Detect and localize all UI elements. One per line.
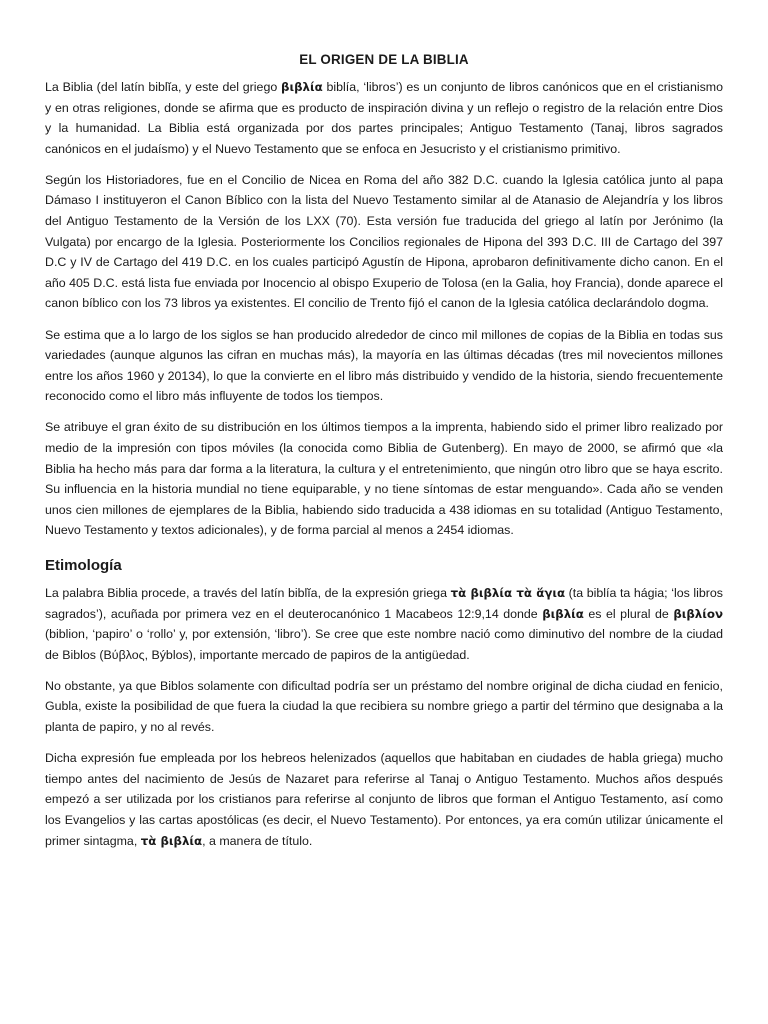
intro-paragraph-2: Según los Historiadores, fue en el Concilio de Nicea en Roma del año 382 D.C. cuando la Iglesia católica junto al papa Dámaso I instituyeron el Canon Bíblico con la lista del Nuevo Testamento similar al de Atanasio de Alejandría y los libros del Antiguo Testamento de la Versión de los LXX (70). Esta versión fue traducida del griego al latín por Jerónimo (la Vulgata) por encargo de la Iglesia. Posteriormente los Concilios regionales de Hipona del 393 D.C. III de Cartago del 397 D.C y IV de Cartago del 419 D.C. en los cuales participó Agustín de Hipona, aprobaron definitivamente dicho canon. En el año 405 D.C. está lista fue enviada por Inocencio al obispo Exuperio de Tolosa (en la Galia, hoy Francia), donde aparece el canon bíblico con los 73 libros ya existentes. El concilio de Trento fijó el canon de la Iglesia católica declarándolo dogma. [45,172,723,311]
intro-paragraph-3: Se estima que a lo largo de los siglos se han producido alrededor de cinco mil millones de copias de la Biblia en todas sus variedades (aunque algunos las cifran en muchas más), la mayoría en las últimas décadas (tres mil novecientos millones entre los años 1960 y 20134), lo que la convierte en el libro más distribuido y vendido de la historia, siendo frecuentemente reconocido como el libro más influyente de todos los tiempos. [45,327,723,404]
section-heading-etimologia: Etimología [45,556,122,574]
greek-term: βιβλία [542,606,584,621]
etymology-paragraph-3: Dicha expresión fue empleada por los hebreos helenizados (aquellos que habitaban en ciudades de habla griega) mucho tiempo antes del nacimiento de Jesús de Nazaret para referirse al Tanaj o Antiguo Testamento. Muchos años después empezó a ser utilizada por los cristianos para referirse al conjunto de libros que forman el Antiguo Testamento, así como los Evangelios y las cartas apostólicas (es decir, el Nuevo Testamento). Por entonces, ya era común utilizar únicamente el primer sintagma, τὰ βιβλία, a manera de título. [45,751,723,848]
etymology-paragraph-2: No obstante, ya que Biblos solamente con dificultad podría ser un préstamo del nombre original de dicha ciudad en fenicio, Gubla, existe la posibilidad de que fuera la ciudad la que recibiera su nombre griego a partir del término que designaba a la planta de papiro, y no al revés. [45,678,723,735]
intro-paragraph-1: La Biblia (del latín biblĭa, y este del griego βιβλία biblía, ‘libros’) es un conjunto de libros canónicos que en el cristianismo y en otras religiones, donde se afirma que es producto de inspiración divina y un reflejo o registro de la relación entre Dios y la humanidad. La Biblia está organizada por dos partes principales; Antiguo Testamento (Tanaj, libros sagrados canónicos en el judaísmo) y el Nuevo Testamento que se enfoca en Jesucristo y el cristianismo primitivo. [45,80,723,156]
etymology-paragraph-1: La palabra Biblia procede, a través del latín biblĭa, de la expresión griega τὰ βιβλία τὰ ἅγια (ta biblía ta hágia; ‘los libros sagrados’), acuñada por primera vez en el deuterocanónico 1 Macabeos 12:9,14 donde βιβλία es el plural de βιβλίον (biblion, ‘papiro’ o ‘rollo’ y, por extensión, ‘libro’). Se cree que este nombre nació como diminutivo del nombre de la ciudad de Biblos (Βύβλος, Býblos), importante mercado de papiros de la antigüedad. [45,585,724,662]
greek-term: τὰ βιβλία τὰ ἅγια [450,585,566,600]
intro-paragraph-4: Se atribuye el gran éxito de su distribución en los últimos tiempos a la imprenta, habiendo sido el primer libro realizado por medio de la impresión con tipos móviles (la conocida como Biblia de Gutenberg). En mayo de 2000, se afirmó que «la Biblia ha hecho más para dar forma a la literatura, la cultura y el entretenimiento, que ningún otro libro que se haya escrito. Su influencia en la historia mundial no tiene equiparable, y no tiene síntomas de estar menguando». Cada año se venden unos cien millones de ejemplares de la Biblia, habiendo sido traducida a 438 idiomas en su totalidad (Antiguo Testamento, Nuevo Testamento y textos adicionales), y de forma parcial al menos a 2454 idiomas. [45,420,723,538]
greek-term: τὰ βιβλία [140,833,203,848]
document-title: EL ORIGEN DE LA BIBLIA [299,52,469,67]
greek-term: βιβλίον [673,606,723,621]
greek-term: βιβλία [281,80,323,94]
